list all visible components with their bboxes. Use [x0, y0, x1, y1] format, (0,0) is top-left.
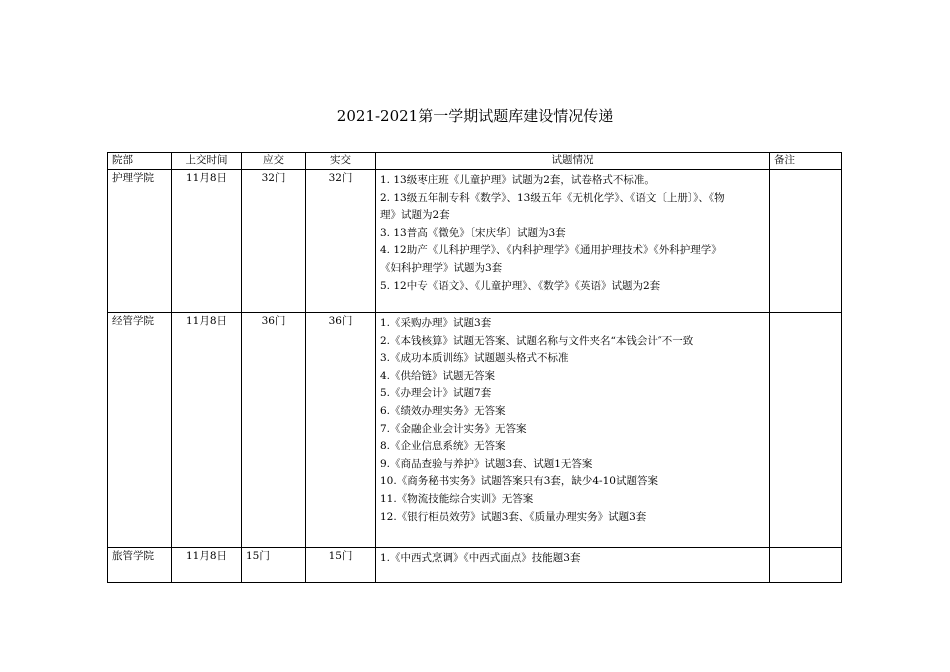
info-line: 8.《企业信息系统》无答案: [380, 440, 506, 453]
info-line: 理》试题为2套: [380, 209, 450, 222]
info-line: 5. 12中专《语文》、《儿童护理》、《数学》《英语》试题为2套: [380, 279, 661, 292]
cell-time: 11月8日: [172, 548, 242, 583]
header-dept: 院部: [108, 153, 172, 170]
cell-due: 15门: [242, 548, 306, 583]
cell-actual: 36门: [306, 313, 376, 548]
cell-remarks: [770, 548, 842, 583]
document-title: 2021-2021第一学期试题库建设情况传递: [336, 107, 614, 125]
table-row: [108, 548, 842, 583]
header-due: 应交: [242, 153, 306, 170]
info-line: 7.《金融企业会计实务》无答案: [380, 422, 527, 435]
header-time: 上交时间: [172, 153, 242, 170]
cell-time: 11月8日: [172, 313, 242, 548]
cell-due: 36门: [242, 313, 306, 548]
header-remarks: 备注: [770, 153, 842, 170]
table-header-row: [108, 153, 842, 170]
cell-info: [376, 548, 770, 583]
info-line: 1.《中西式烹调》《中西式面点》技能题3套: [380, 552, 581, 564]
cell-dept: 旅管学院: [108, 548, 172, 583]
info-line: 《妇科护理学》试题为3套: [380, 261, 503, 274]
cell-remarks: [770, 170, 842, 313]
question-bank-table: [107, 152, 842, 583]
info-line: 2. 13级五年制专科《数学》、13级五年《无机化学》、《语文〔上册〕》、《物: [380, 191, 725, 204]
info-line: 10.《商务秘书实务》试题答案只有3套，缺少4-10试题答案: [380, 475, 658, 488]
info-line: 2.《本钱核算》试题无答案、试题名称与文件夹名“本钱会计″不一致: [380, 334, 694, 347]
info-line: 6.《绩效办理实务》无答案: [380, 404, 506, 417]
info-line: 4.《供给链》试题无答案: [380, 369, 496, 382]
header-info: 试题情况: [376, 153, 770, 170]
cell-dept: 护理学院: [108, 170, 172, 313]
info-line: 9.《商品查验与养护》试题3套、试题1无答案: [380, 457, 593, 470]
cell-due: 32门: [242, 170, 306, 313]
info-line: 3. 13普高《微免》〔宋庆华〕试题为3套: [380, 226, 566, 239]
cell-actual: 15门: [306, 548, 376, 583]
info-line: 12.《银行柜员效劳》试题3套、《质量办理实务》试题3套: [380, 510, 647, 523]
info-line: 1. 13级枣庄班《儿童护理》试题为2套，试卷格式不标准。: [380, 174, 655, 186]
cell-remarks: [770, 313, 842, 548]
cell-info: [376, 313, 770, 548]
cell-dept: 经管学院: [108, 313, 172, 548]
info-line: 1.《采购办理》试题3套: [380, 317, 492, 329]
cell-time: 11月8日: [172, 170, 242, 313]
info-line: 4. 12助产《儿科护理学》、《内科护理学》《通用护理技术》《外科护理学》: [380, 244, 722, 257]
info-line: 5.《办理会计》试题7套: [380, 387, 492, 400]
table-row: [108, 170, 842, 313]
header-actual: 实交: [306, 153, 376, 170]
info-line: 11.《物流技能综合实训》无答案: [380, 492, 534, 505]
info-line: 3.《成功本质训练》试题题头格式不标准: [380, 352, 569, 365]
cell-info: [376, 170, 770, 313]
table-row: [108, 313, 842, 548]
cell-actual: 32门: [306, 170, 376, 313]
